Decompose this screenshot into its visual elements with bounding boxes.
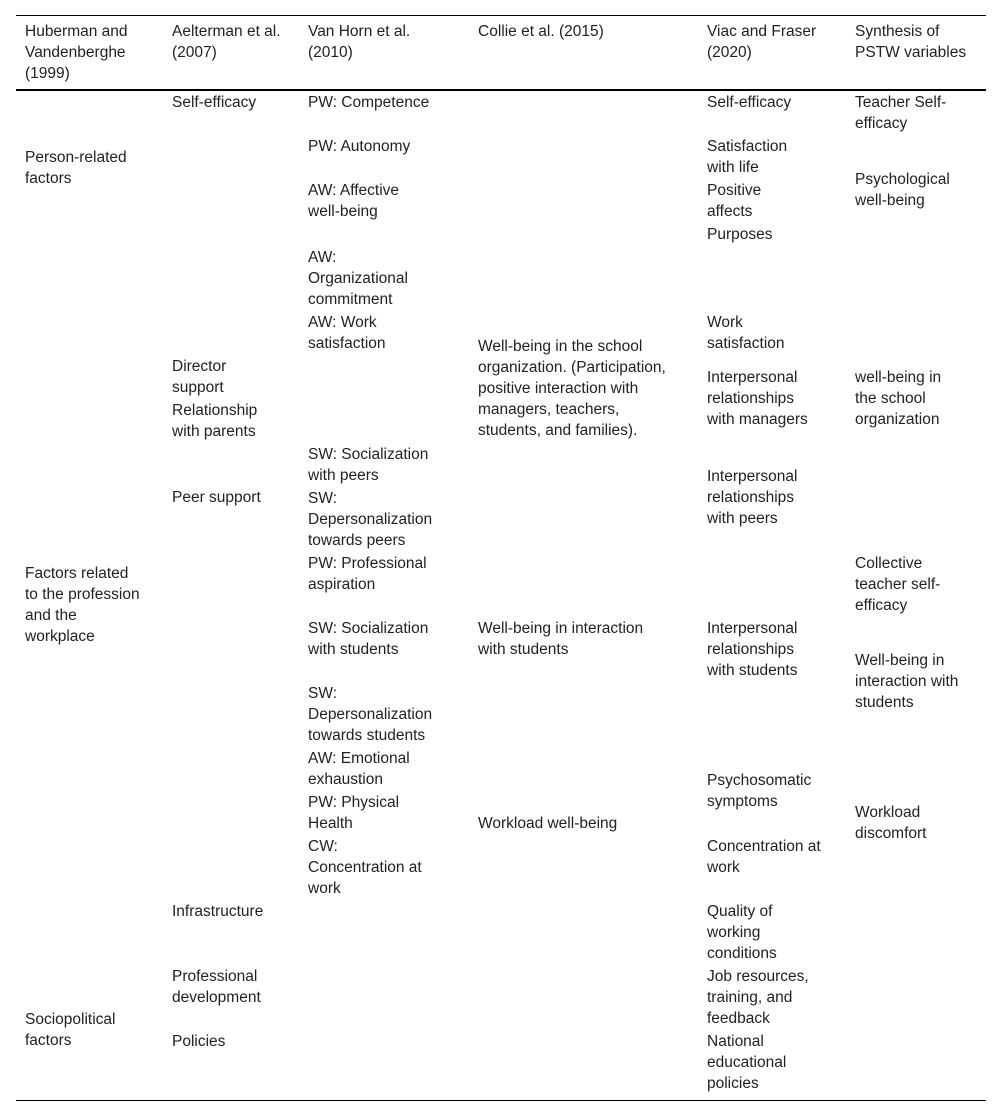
vanhorn-work-satisfaction: AW: Work satisfaction — [308, 314, 386, 352]
vanhorn-autonomy: PW: Autonomy — [308, 138, 411, 155]
synthesis-collective-efficacy: Collective teacher self-efficacy — [855, 555, 941, 614]
aelterman-relationship-parents: Relationship with parents — [172, 402, 258, 440]
viac-working-conditions: Quality of working conditions — [707, 903, 777, 962]
synthesis-interaction-students: Well-being in interaction with students — [855, 652, 959, 711]
viac-job-resources: Job resources, training, and feedback — [707, 968, 809, 1027]
vanhorn-professional-aspiration: PW: Professional aspiration — [308, 555, 427, 593]
vanhorn-depersonalization-students: SW: Depersonalization towards students — [308, 685, 433, 744]
vanhorn-concentration: CW: Concentration at work — [308, 838, 422, 897]
aelterman-infrastructure: Infrastructure — [172, 903, 264, 920]
table-top-rule — [16, 15, 986, 16]
factor-sociopolitical: Sociopolitical factors — [25, 1011, 116, 1049]
aelterman-policies: Policies — [172, 1033, 226, 1050]
viac-work-satisfaction: Work satisfaction — [707, 314, 785, 352]
aelterman-peer-support: Peer support — [172, 489, 261, 506]
aelterman-professional-development: Professional development — [172, 968, 261, 1006]
viac-national-policies: National educational policies — [707, 1033, 787, 1092]
header-aelterman: Aelterman et al. (2007) — [172, 23, 281, 61]
factor-person-related: Person-related factors — [25, 149, 127, 187]
viac-self-efficacy: Self-efficacy — [707, 94, 792, 111]
vanhorn-depersonalization-peers: SW: Depersonalization towards peers — [308, 490, 433, 549]
vanhorn-affective-wellbeing: AW: Affective well-being — [308, 182, 400, 220]
synthesis-workload-discomfort: Workload discomfort — [855, 804, 927, 842]
viac-relationships-managers: Interpersonal relationships with managers — [707, 369, 808, 428]
header-van-horn: Van Horn et al. (2010) — [308, 23, 411, 61]
vanhorn-organizational-commitment: AW: Organizational commitment — [308, 249, 408, 308]
aelterman-director-support: Director support — [172, 358, 227, 396]
viac-positive-affects: Positive affects — [707, 182, 762, 220]
collie-interaction-students: Well-being in interaction with students — [478, 620, 644, 658]
viac-concentration: Concentration at work — [707, 838, 821, 876]
header-huberman: Huberman and Vandenberghe (1999) — [25, 23, 128, 82]
viac-satisfaction-life: Satisfaction with life — [707, 138, 788, 176]
synthesis-psychological-wellbeing: Psychological well-being — [855, 171, 950, 209]
table-header-rule — [16, 89, 986, 91]
vanhorn-socialization-peers: SW: Socialization with peers — [308, 446, 429, 484]
vanhorn-socialization-students: SW: Socialization with students — [308, 620, 429, 658]
header-collie: Collie et al. (2015) — [478, 23, 604, 40]
factor-profession-workplace: Factors related to the profession and the workplace — [25, 565, 140, 645]
synthesis-school-organization: well-being in the school organization — [855, 369, 942, 428]
vanhorn-physical-health: PW: Physical Health — [308, 794, 400, 832]
viac-relationships-peers: Interpersonal relationships with peers — [707, 468, 798, 527]
header-synthesis: Synthesis of PSTW variables — [855, 23, 967, 61]
header-viac-fraser: Viac and Fraser (2020) — [707, 23, 817, 61]
viac-purposes: Purposes — [707, 226, 773, 243]
aelterman-self-efficacy: Self-efficacy — [172, 94, 257, 111]
vanhorn-competence: PW: Competence — [308, 94, 430, 111]
viac-psychosomatic: Psychosomatic symptoms — [707, 772, 812, 810]
table-bottom-rule — [16, 1100, 986, 1101]
collie-workload: Workload well-being — [478, 815, 618, 832]
vanhorn-emotional-exhaustion: AW: Emotional exhaustion — [308, 750, 410, 788]
collie-school-organization: Well-being in the school organization. (Participation, positive interaction with managers, teachers, students, and families). — [478, 338, 666, 439]
synthesis-teacher-self-efficacy: Teacher Self-efficacy — [855, 94, 947, 132]
viac-relationships-students: Interpersonal relationships with students — [707, 620, 798, 679]
